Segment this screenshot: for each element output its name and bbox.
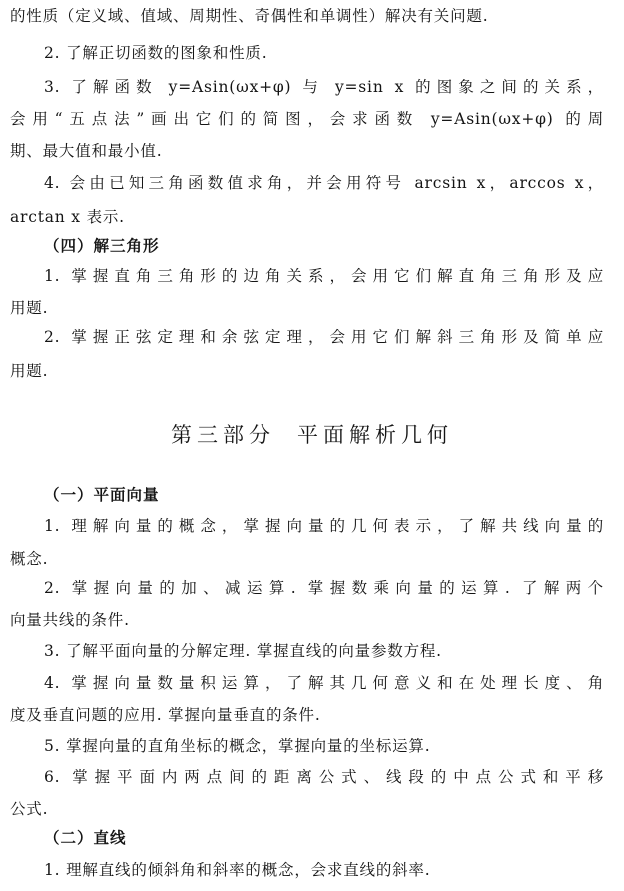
text-line: 5. 掌握向量的直角坐标的概念，掌握向量的坐标运算. (44, 737, 431, 755)
text-line: 3. 了解平面向量的分解定理. 掌握直线的向量参数方程. (44, 642, 442, 660)
text-line: 2. 掌握正弦定理和余弦定理，会用它们解斜三角形及简单应 (44, 328, 604, 346)
text-line: 的性质（定义域、值域、周期性、奇偶性和单调性）解决有关问题. (10, 7, 489, 25)
text-line: 2. 掌握向量的加、减运算. 掌握数乘向量的运算. 了解两个 (44, 579, 604, 597)
text-line: 期、最大值和最小值. (10, 142, 163, 160)
text-line: 概念. (10, 550, 49, 568)
text-line: 6. 掌握平面内两点间的距离公式、线段的中点公式和平移 (44, 768, 604, 786)
section-heading: （二）直线 (44, 828, 127, 847)
text-line: 2. 了解正切函数的图象和性质. (44, 44, 268, 62)
text-line: 向量共线的条件. (10, 611, 130, 629)
text-line: 1. 理解向量的概念，掌握向量的几何表示，了解共线向量的 (44, 517, 604, 535)
text-line: 公式. (10, 800, 49, 818)
section-heading: （四）解三角形 (44, 236, 160, 255)
part-title (0, 420, 624, 450)
section-heading: （一）平面向量 (44, 485, 160, 504)
part-number: 第三部分 (171, 423, 275, 447)
text-line: 4. 掌握向量数量积运算，了解其几何意义和在处理长度、角 (44, 674, 604, 692)
text-line: 1. 掌握直角三角形的边角关系，会用它们解直角三角形及应 (44, 267, 604, 285)
text-line: 用题. (10, 362, 49, 380)
text-line: 3. 了解函数 y=Asin(ωx+φ) 与 y=sin x 的图象之间的关系， (44, 78, 604, 96)
text-line: arctan x 表示. (10, 208, 125, 226)
text-line: 会用“五点法”画出它们的简图，会求函数 y=Asin(ωx+φ) 的周 (10, 110, 604, 128)
text-line: 4. 会由已知三角函数值求角，并会用符号 arcsin x，arccos x， (44, 174, 604, 192)
text-line: 1. 理解直线的倾斜角和斜率的概念，会求直线的斜率. (44, 861, 431, 879)
part-name: 平面解析几何 (297, 423, 453, 447)
text-line: 用题. (10, 299, 49, 317)
text-line: 度及垂直问题的应用. 掌握向量垂直的条件. (10, 706, 321, 724)
